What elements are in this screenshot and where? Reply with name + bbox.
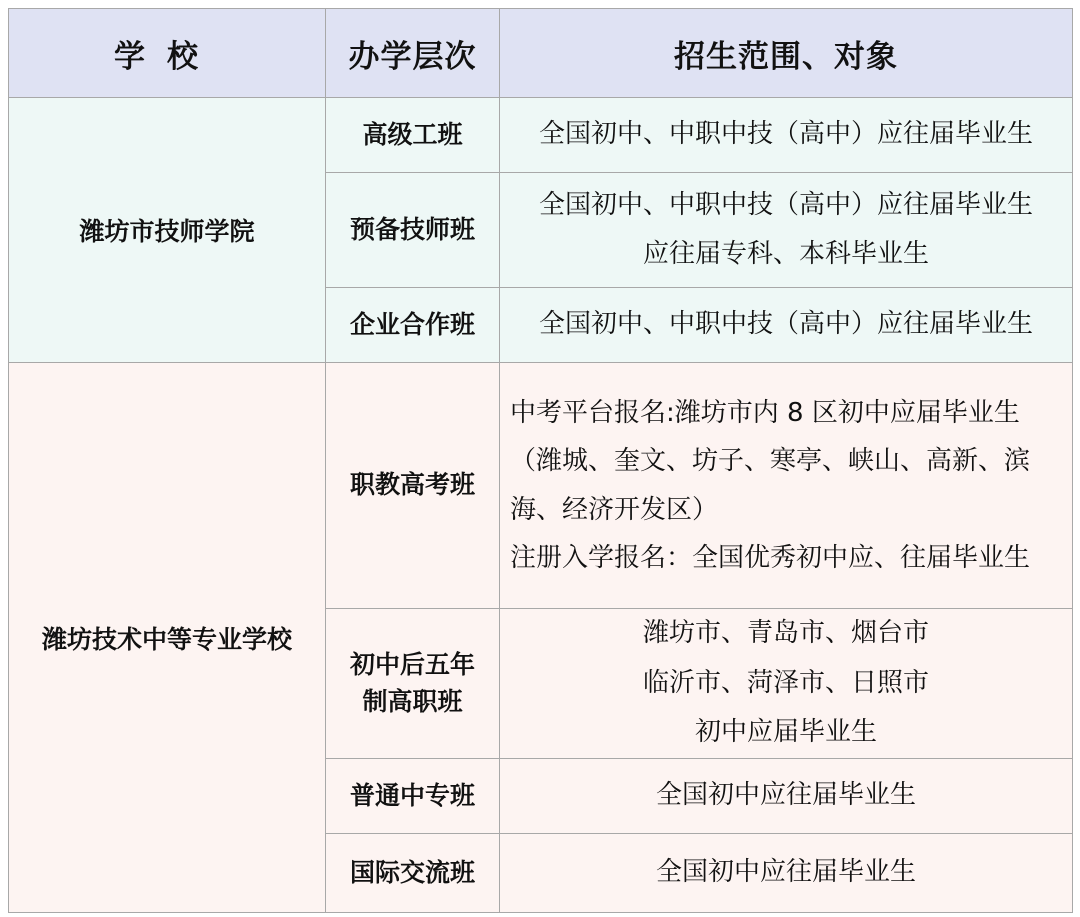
- table-row: [9, 363, 1073, 609]
- scope-line: 潍坊市、青岛市、烟台市: [642, 618, 929, 649]
- table-row: [9, 98, 1073, 173]
- school-cell-weifang-technical-secondary-school: 潍坊技术中等专业学校: [9, 363, 326, 913]
- scope-cell: [500, 98, 1073, 173]
- scope-line: 临沂市、菏泽市、日照市: [642, 667, 929, 698]
- level-cell: 职教高考班: [326, 363, 500, 609]
- scope-line: 注册入学报名：全国优秀初中应、往届毕业生: [510, 542, 1031, 573]
- scope-cell: [500, 834, 1073, 913]
- header-school: 学校: [9, 9, 326, 98]
- level-cell: 高级工班: [326, 98, 500, 173]
- table-header-row: [9, 9, 1073, 98]
- scope-cell: [500, 363, 1073, 609]
- scope-line: 全国初中、中职中技（高中）应往届毕业生: [538, 189, 1033, 220]
- level-cell: 企业合作班: [326, 288, 500, 363]
- level-cell: 国际交流班: [326, 834, 500, 913]
- level-line: 初中后五年: [349, 650, 475, 680]
- scope-line: 全国初中、中职中技（高中）应往届毕业生: [538, 309, 1033, 340]
- scope-line: 应往届专科、本科毕业生: [642, 239, 929, 269]
- enrollment-table: [8, 8, 1073, 913]
- level-cell: 普通中专班: [326, 759, 500, 834]
- school-cell-weifang-technician-college: 潍坊市技师学院: [9, 98, 326, 363]
- header-scope: 招生范围、对象: [500, 9, 1073, 98]
- header-level: 办学层次: [326, 9, 500, 98]
- scope-line: 全国初中应往届毕业生: [655, 857, 916, 888]
- scope-line: 中考平台报名:潍坊市内 8 区初中应届毕业生（潍城、奎文、坊子、寒亭、峡山、高新、滨海、经济开发区）: [510, 398, 1031, 525]
- scope-line: 全国初中、中职中技（高中）应往届毕业生: [538, 119, 1033, 150]
- scope-cell: [500, 173, 1073, 288]
- scope-line: 全国初中应往届毕业生: [655, 780, 916, 811]
- enrollment-table-container: [8, 8, 1072, 911]
- scope-cell: [500, 759, 1073, 834]
- scope-cell: [500, 609, 1073, 759]
- scope-line: 初中应届毕业生: [694, 717, 877, 748]
- level-cell: [326, 609, 500, 759]
- scope-cell: [500, 288, 1073, 363]
- level-cell: 预备技师班: [326, 173, 500, 288]
- level-line: 制高职班: [362, 686, 463, 716]
